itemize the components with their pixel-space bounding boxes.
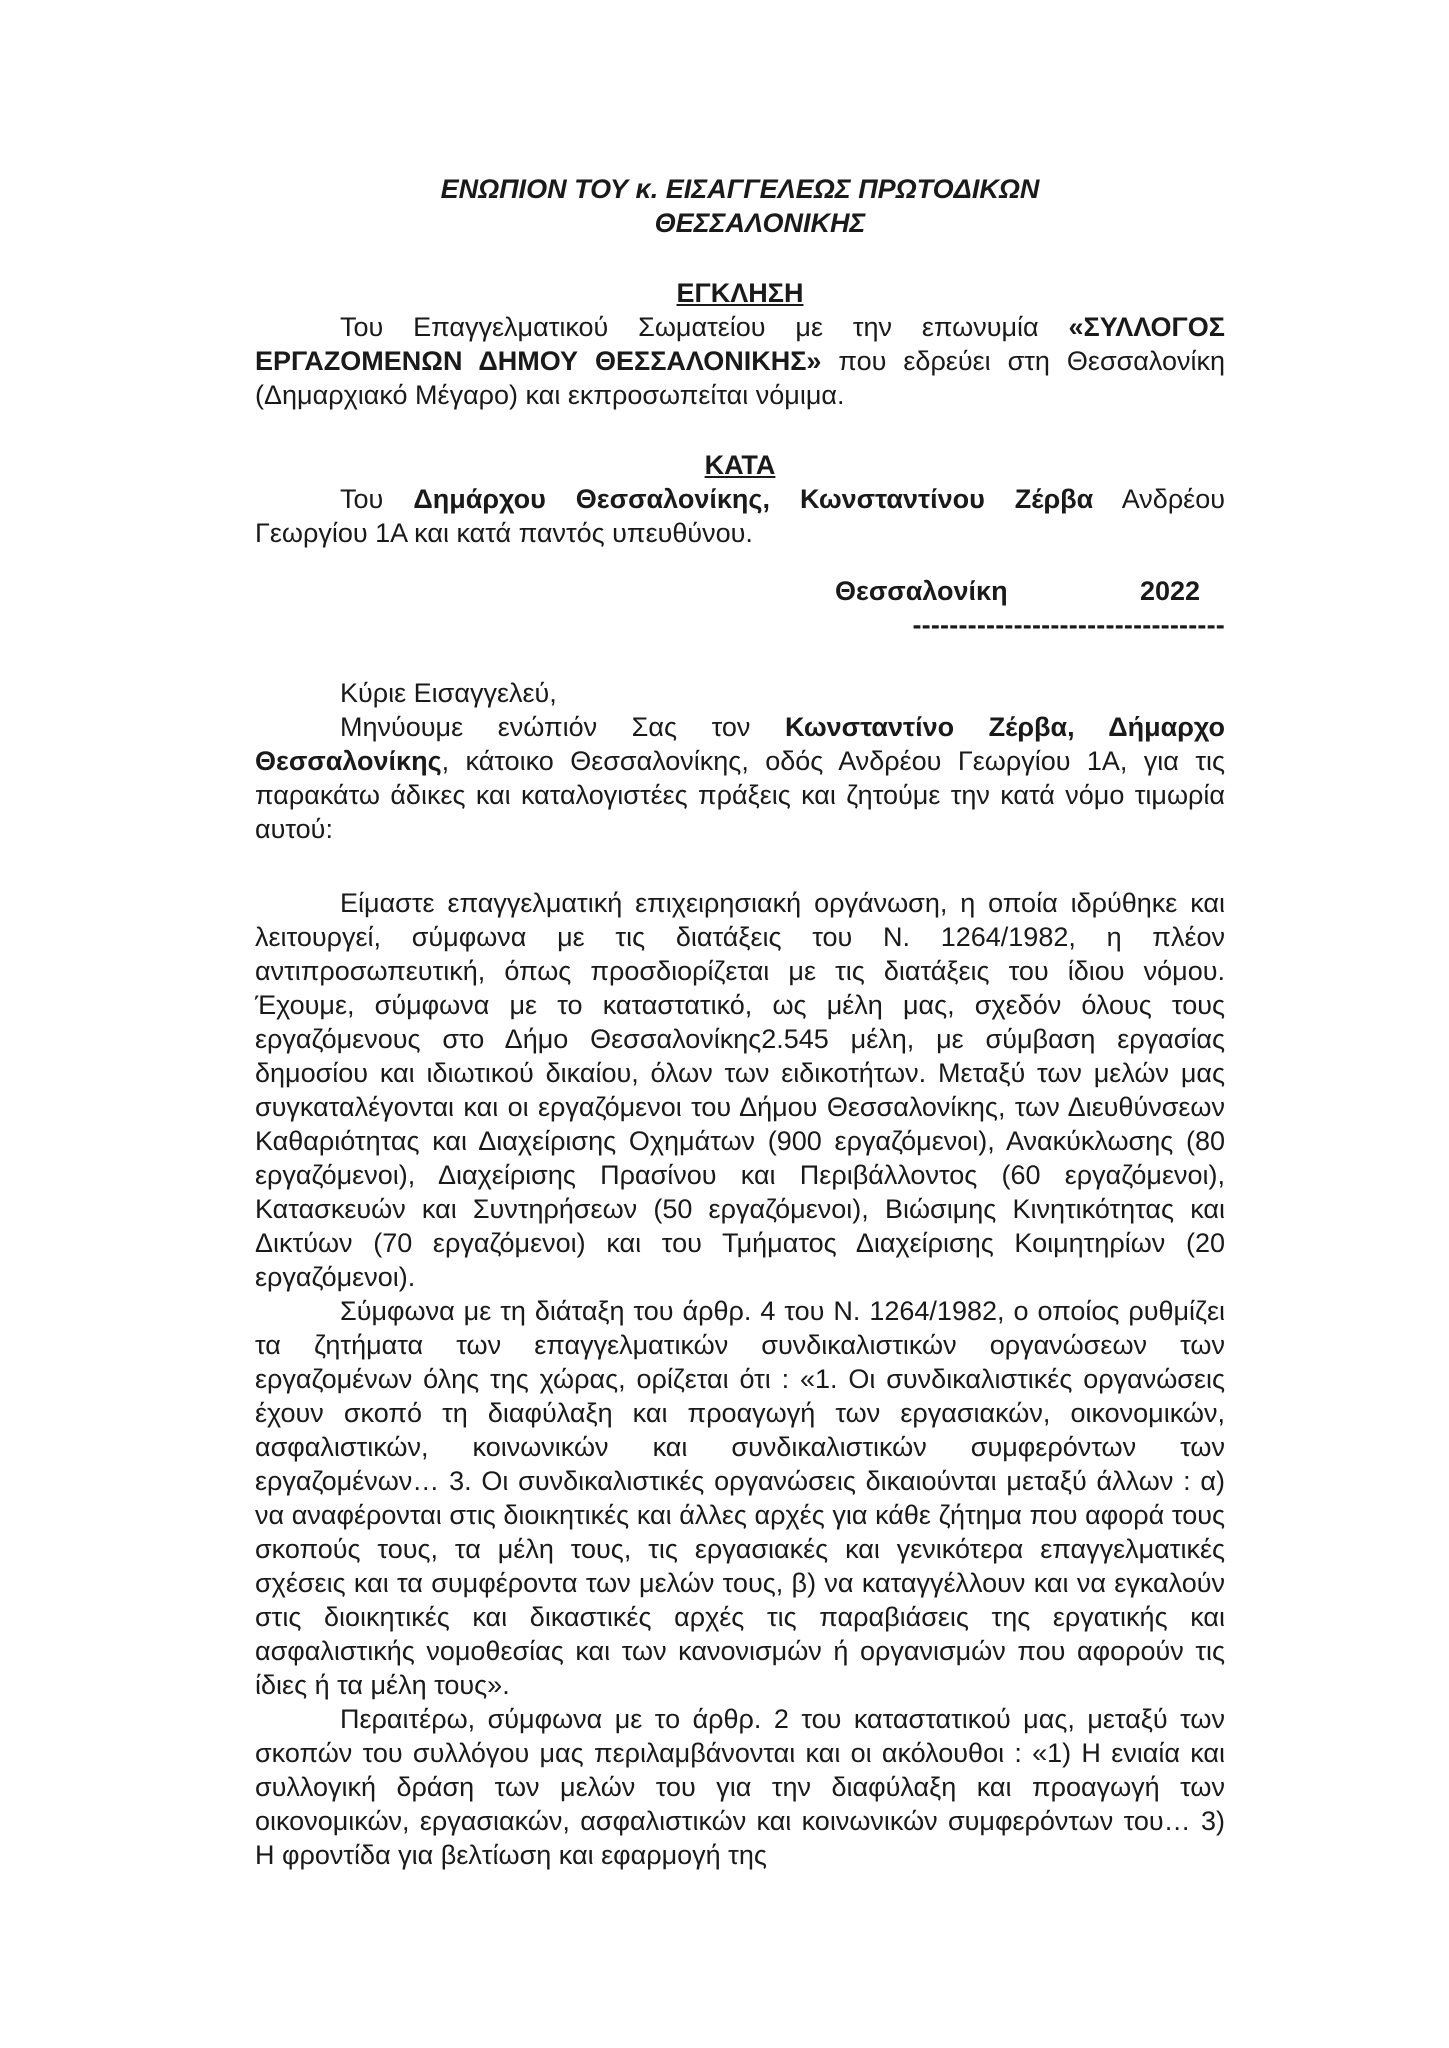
dashed-line: ---------------------------------- <box>912 610 1225 640</box>
kata-text-end: Ανδρέου Γεωργίου 1Α και κατά παντός υπευθύνου. <box>255 484 1225 548</box>
body-paragraph-1: Είμαστε επαγγελματική επιχειρησιακή οργάνωση, η οποία ιδρύθηκε και λειτουργεί, σύμφωνα με τις διατάξεις του Ν. 1264/1982, η πλέον αντιπροσωπευτική, όπως προσδιορίζεται με τις διατάξεις του ίδιου νόμου. Έχουμε, σύμφωνα με το καταστατικό, ως μέλη μας, σχεδόν όλους τους εργαζόμενους στο Δήμο Θεσσαλονίκης2.545 μέλη, με σύμβαση εργασίας δημοσίου και ιδιωτικού δικαίου, όλων των ειδικοτήτων. Μεταξύ των μελών μας συγκαταλέγονται και οι εργαζόμενοι του Δήμου Θεσσαλονίκης, των Διευθύνσεων Καθαριότητας και Διαχείρισης Οχημάτων (900 εργαζόμενοι), Ανακύκλωσης (80 εργαζόμενοι), Διαχείρισης Πρασίνου και Περιβάλλοντος (60 εργαζόμενοι), Κατασκευών και Συντηρήσεων (50 εργαζόμενοι), Βιώσιμης Κινητικότητας και Δικτύων (70 εργαζόμενοι) και του Τμήματος Διαχείρισης Κοιμητηρίων (20 εργαζόμενοι). <box>255 888 1225 1292</box>
union-name: «ΣΥΛΛΟΓΟΣ ΕΡΓΑΖΟΜΕΝΩΝ ΔΗΜΟΥ ΘΕΣΣΑΛΟΝΙΚΗΣ» <box>255 312 1225 376</box>
spacer <box>255 642 1225 676</box>
complaint-text-start: Μηνύουμε ενώπιόν Σας τον <box>340 712 785 742</box>
spacer <box>255 846 1225 886</box>
year: 2022 <box>1140 576 1201 606</box>
place-date-line <box>255 574 1225 608</box>
section-title-eglisi: ΕΓΚΛΗΣΗ <box>676 278 804 308</box>
kata-paragraph <box>255 482 1225 550</box>
eglisi-text-start: Του Επαγγελματικού Σωματείου με την επωνυμία <box>340 312 1069 342</box>
salutation: Κύριε Εισαγγελεύ, <box>340 678 557 708</box>
kata-text-start: Του <box>340 484 414 514</box>
mayor-name: Κωνσταντίνο Ζέρβα, Δήμαρχο Θεσσαλονίκης <box>255 712 1225 776</box>
heading-line-2: ΘΕΣΣΑΛΟΝΙΚΗΣ <box>654 208 866 238</box>
body-paragraph-2: Σύμφωνα με τη διάταξη του άρθρ. 4 του Ν. 1264/1982, ο οποίος ρυθμίζει τα ζητήματα των επαγγελματικών συνδικαλιστικών οργανώσεων των εργαζομένων όλης της χώρας, ορίζεται ότι : «1. Οι συνδικαλιστικές οργανώσεις έχουν σκοπό τη διαφύλαξη και προαγωγή των εργασιακών, οικονομικών, ασφαλιστικών, κοινωνικών και συνδικαλιστικών συμφερόντων των εργαζομένων… 3. Οι συνδικαλιστικές οργανώσεις δικαιούνται μεταξύ άλλων : α) να αναφέρονται στις διοικητικές και άλλες αρχές για κάθε ζήτημα που αφορά τους σκοπούς τους, τα μέλη τους, τις εργασιακές και γενικότερα επαγγελματικές σχέσεις και τα συμφέροντα των μελών τους, β) να καταγγέλλουν και να εγκαλούν στις διοικητικές και δικαστικές αρχές τις παραβιάσεις της εργατικής και ασφαλιστικής νομοθεσίας και των κανονισμών ή οργανισμών που αφορούν τις ίδιες ή τα μέλη τους». <box>255 1296 1225 1700</box>
eglisi-paragraph <box>255 310 1225 412</box>
body-paragraph-3: Περαιτέρω, σύμφωνα με το άρθρ. 2 του καταστατικού μας, μεταξύ των σκοπών του συλλόγου μας περιλαμβάνονται και οι ακόλουθοι : «1) Η ενιαία και συλλογική δράση των μελών του για την διαφύλαξη και προαγωγή των οικονομικών, εργασιακών, ασφαλιστικών και κοινωνικών συμφερόντων του… 3) Η φροντίδα για βελτίωση και εφαρμογή της <box>255 1704 1225 1870</box>
complaint-paragraph <box>255 710 1225 846</box>
document-content <box>255 170 1225 1872</box>
place: Θεσσαλονίκη <box>835 576 1008 606</box>
heading-line-1: ΕΝΩΠΙΟΝ ΤΟΥ κ. ΕΙΣΑΓΓΕΛΕΩΣ ΠΡΩΤΟΔΙΚΩΝ <box>440 174 1040 204</box>
section-title-kata: ΚΑΤΑ <box>704 450 776 480</box>
complaint-text-end: , κάτοικο Θεσσαλονίκης, οδός Ανδρέου Γεωργίου 1Α, για τις παρακάτω άδικες και καταλογιστέες πράξεις και ζητούμε την κατά νόμο τιμωρία αυτού: <box>255 746 1225 844</box>
defendant-name: Δημάρχου Θεσσαλονίκης, Κωνσταντίνου Ζέρβα <box>413 484 1094 514</box>
eglisi-text-end: που εδρεύει στη Θεσσαλονίκη (Δημαρχιακό Μέγαρο) και εκπροσωπείται νόμιμα. <box>255 346 1225 410</box>
